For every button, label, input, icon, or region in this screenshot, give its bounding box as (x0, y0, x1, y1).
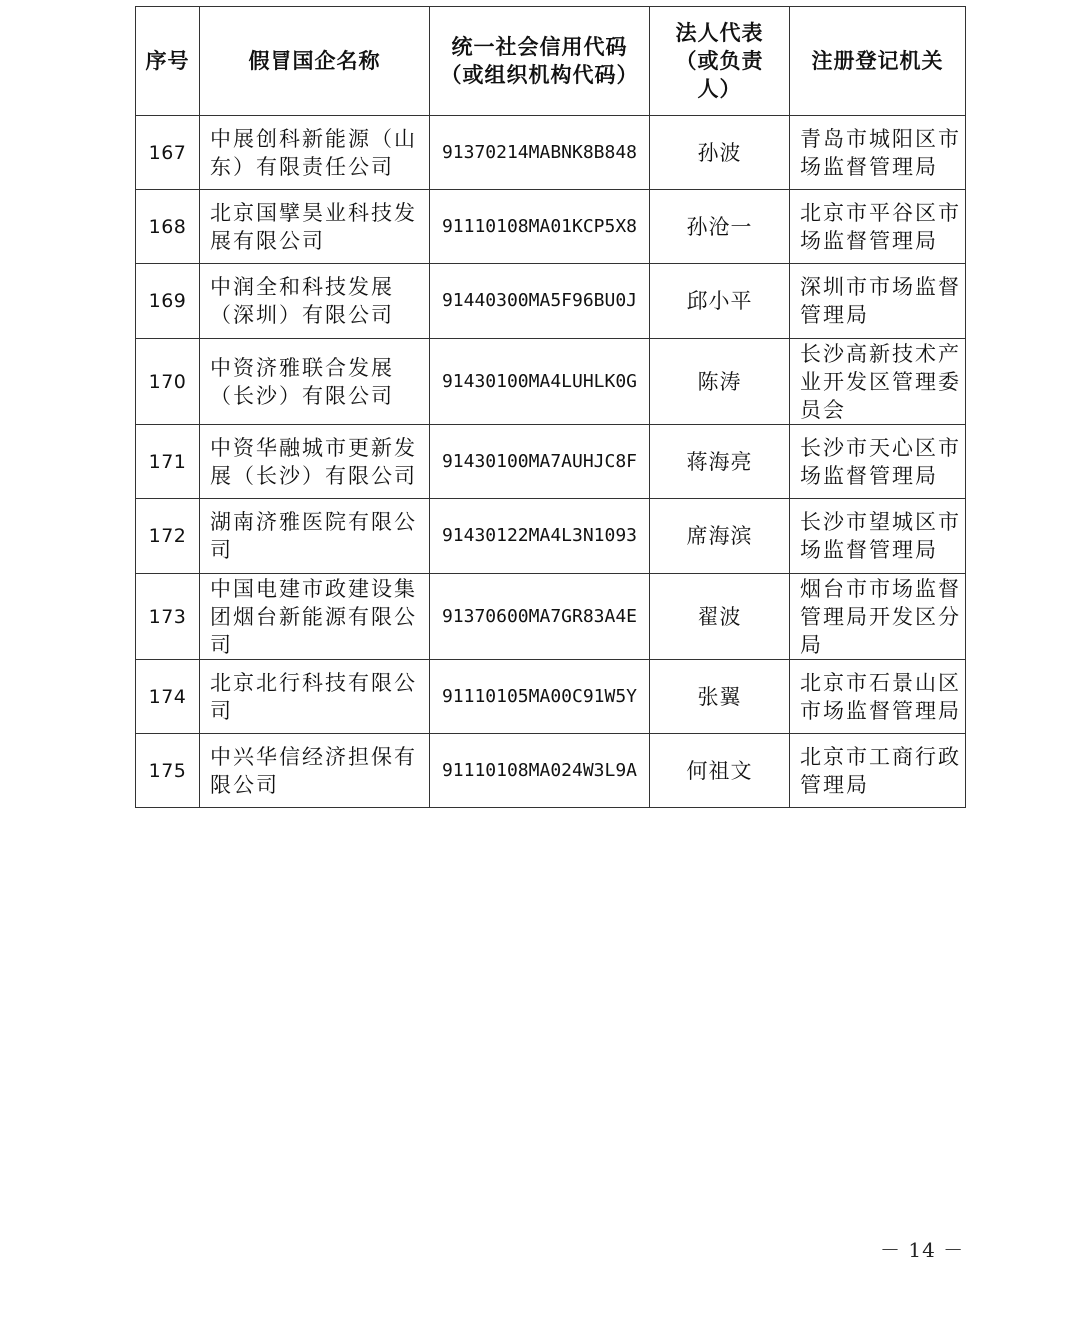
row-registration-authority: 青岛市城阳区市场监督管理局 (790, 116, 966, 190)
row-legal-representative: 蒋海亮 (650, 425, 790, 499)
row-company-name: 北京国擘昊业科技发展有限公司 (200, 190, 430, 264)
row-company-name: 中兴华信经济担保有限公司 (200, 734, 430, 808)
table-row (136, 425, 966, 499)
row-registration-authority: 长沙市天心区市场监督管理局 (790, 425, 966, 499)
row-registration-authority: 北京市工商行政管理局 (790, 734, 966, 808)
table-row (136, 660, 966, 734)
row-legal-representative: 翟波 (650, 574, 790, 660)
row-legal-representative: 席海滨 (650, 499, 790, 574)
header-credit-code: 统一社会信用代码 （或组织机构代码） (430, 7, 650, 116)
row-credit-code: 91370214MABNK8B848 (430, 116, 650, 190)
row-registration-authority: 深圳市市场监督管理局 (790, 264, 966, 339)
table-row (136, 190, 966, 264)
row-serial-number: 167 (136, 116, 200, 190)
row-company-name: 湖南济雅医院有限公司 (200, 499, 430, 574)
row-registration-authority: 北京市石景山区市场监督管理局 (790, 660, 966, 734)
table-row (136, 339, 966, 425)
row-company-name: 中展创科新能源（山东）有限责任公司 (200, 116, 430, 190)
row-serial-number: 170 (136, 339, 200, 425)
header-serial-number: 序号 (136, 7, 200, 116)
row-serial-number: 172 (136, 499, 200, 574)
row-company-name: 北京北行科技有限公司 (200, 660, 430, 734)
table-row (136, 499, 966, 574)
page-number: － 14 － (880, 1238, 965, 1262)
row-legal-representative: 邱小平 (650, 264, 790, 339)
row-legal-representative: 张翼 (650, 660, 790, 734)
header-registration-authority: 注册登记机关 (790, 7, 966, 116)
row-credit-code: 91440300MA5F96BU0J (430, 264, 650, 339)
row-company-name: 中资华融城市更新发展（长沙）有限公司 (200, 425, 430, 499)
table-row (136, 264, 966, 339)
row-company-name: 中资济雅联合发展（长沙）有限公司 (200, 339, 430, 425)
row-credit-code: 91430100MA7AUHJC8F (430, 425, 650, 499)
row-legal-representative: 陈涛 (650, 339, 790, 425)
row-registration-authority: 烟台市市场监督管理局开发区分局 (790, 574, 966, 660)
header-legal-representative: 法人代表 （或负责 人） (650, 7, 790, 116)
header-company-name: 假冒国企名称 (200, 7, 430, 116)
row-serial-number: 171 (136, 425, 200, 499)
fake-soe-table (135, 6, 966, 808)
row-serial-number: 173 (136, 574, 200, 660)
row-registration-authority: 长沙市望城区市场监督管理局 (790, 499, 966, 574)
row-serial-number: 169 (136, 264, 200, 339)
row-serial-number: 175 (136, 734, 200, 808)
table-row (136, 734, 966, 808)
row-legal-representative: 何祖文 (650, 734, 790, 808)
table-row (136, 116, 966, 190)
row-legal-representative: 孙波 (650, 116, 790, 190)
row-credit-code: 91430122MA4L3N1093 (430, 499, 650, 574)
row-serial-number: 174 (136, 660, 200, 734)
row-legal-representative: 孙沧一 (650, 190, 790, 264)
row-serial-number: 168 (136, 190, 200, 264)
row-credit-code: 91110108MA01KCP5X8 (430, 190, 650, 264)
table-header-row (136, 7, 966, 116)
row-credit-code: 91430100MA4LUHLK0G (430, 339, 650, 425)
row-company-name: 中润全和科技发展（深圳）有限公司 (200, 264, 430, 339)
table-row (136, 574, 966, 660)
row-credit-code: 91110108MA024W3L9A (430, 734, 650, 808)
row-registration-authority: 北京市平谷区市场监督管理局 (790, 190, 966, 264)
row-registration-authority: 长沙高新技术产业开发区管理委员会 (790, 339, 966, 425)
row-credit-code: 91110105MA00C91W5Y (430, 660, 650, 734)
row-company-name: 中国电建市政建设集团烟台新能源有限公司 (200, 574, 430, 660)
row-credit-code: 91370600MA7GR83A4E (430, 574, 650, 660)
